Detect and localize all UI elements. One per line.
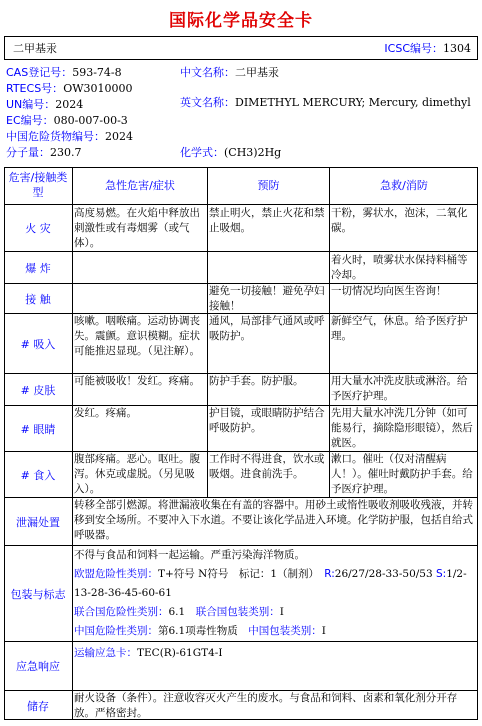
eu-class-label: 欧盟危险性类别：: [74, 568, 158, 580]
icsc-value: 1304: [443, 42, 471, 55]
row-label-ingestion: # 食入: [20, 468, 56, 482]
s-phrase-value: 1/2-13-28-36-45-60-61: [74, 568, 467, 599]
packaging-block: [74, 546, 476, 641]
cn-name-value: 二甲基汞: [235, 66, 279, 79]
cn-pack-label: 中国包装类别：: [248, 625, 322, 637]
formula-value: (CH3)2Hg: [224, 146, 282, 159]
row-label-fire: 火 灾: [25, 222, 51, 235]
un-value: 2024: [55, 98, 84, 111]
rtecs-value: OW3010000: [63, 82, 133, 95]
emergency-card-label: 运输应急卡：: [74, 647, 137, 659]
en-name-line: [180, 96, 471, 109]
col-header-firstaid: 急救/消防: [380, 179, 428, 192]
cn-name-label: 中文名称：: [180, 66, 235, 79]
mw-label: 分子量：: [6, 146, 50, 159]
hline-fire: [4, 251, 478, 252]
row-label-inhale: # 吸入: [20, 337, 56, 351]
fire-prevention: 禁止明火，禁止火花和禁止吸烟。: [209, 207, 325, 234]
skin-firstaid: 用大量水冲洗皮肤或淋浴。给予医疗护理。: [331, 375, 468, 402]
skin-prevention: 防护手套。防护服。: [209, 375, 304, 387]
storage-text: 耐火设备（条件）。注意收容灭火产生的废水。与食品和饲料、卤素和氧化剂分开存放。严格密封。: [74, 692, 458, 719]
eyes-prevention: 护目镜，或眼睛防护结合呼吸防护。: [209, 407, 325, 434]
inhale-prevention: 通风，局部排气通风或呼吸防护。: [209, 315, 325, 342]
cn-class-label: 中国危险性类别：: [74, 625, 158, 637]
ingestion-prevention: 工作时不得进食，饮水或吸烟。进食前洗手。: [209, 453, 325, 480]
identifier-block: [4, 62, 478, 166]
inhale-firstaid: 新鲜空气，休息。给予医疗护理。: [331, 315, 468, 342]
vline-1: [72, 167, 73, 497]
mw-value: 230.7: [50, 146, 82, 159]
packaging-cn-line: [74, 622, 476, 641]
emergency-text: [74, 646, 476, 686]
fire-symptoms: 高度易燃。在火焰中释放出刺激性或有毒烟雾（或气体）。: [74, 207, 200, 249]
fire-firstaid: 干粉，雾状水，泡沫，二氧化碳。: [331, 207, 468, 234]
packaging-eu-line: [74, 565, 476, 603]
eyes-firstaid: 先用大量水冲洗几分钟（如可能易行，摘除隐形眼镜），然后就医。: [331, 407, 473, 449]
explosion-firstaid: 着火时，喷雾状水保持料桶等冷却。: [331, 254, 468, 281]
col-header-prevention: 预防: [257, 179, 280, 192]
un-class-value: 6.1: [168, 606, 186, 618]
icsc-label: ICSC编号：: [384, 42, 443, 55]
cn-name-line: [180, 66, 279, 79]
emergency-card-value: TEC(R)-61GT4-I: [137, 647, 223, 659]
contact-prevention: 避免一切接触！避免孕妇接触！: [209, 285, 325, 312]
contact-symptoms: [74, 284, 206, 313]
eu-class-value: T+符号 N符号 标记：1（制剂）: [158, 568, 314, 580]
vline-3: [329, 167, 330, 497]
row-label-explosion: 爆 炸: [25, 261, 51, 275]
contact-firstaid: 一切情况均向医生咨询！: [331, 285, 447, 297]
vline-bottom: [72, 497, 73, 720]
s-phrase-label: S:: [436, 568, 447, 580]
ingestion-firstaid: 漱口。催吐（仅对清醒病人！）。催吐时戴防护手套。给予医疗护理。: [331, 453, 473, 495]
col-header-symptoms: 急性危害/症状: [105, 179, 175, 192]
formula-line: [180, 146, 281, 159]
col-header-type: 危害/接触类型: [8, 171, 68, 199]
card-title: 国际化学品安全卡: [169, 11, 313, 31]
inhale-symptoms: 咳嗽。咽喉痛。运动协调丧失。震颤。意识模糊。症状可能推迟显现。（见注解）。: [74, 315, 200, 357]
row-label-contact: 接 触: [25, 292, 51, 306]
rtecs-line: [6, 82, 133, 95]
cn-class-value: 第6.1项毒性物质: [158, 625, 238, 637]
skin-symptoms: 可能被吸收！发红。疼痛。: [74, 375, 200, 387]
en-name-value: DIMETHYL MERCURY; Mercury, dimethyl: [235, 96, 471, 109]
row-label-eyes: # 眼睛: [20, 422, 56, 436]
cn-number-value: 2024: [105, 130, 133, 143]
ec-value: 080-007-00-3: [53, 114, 128, 127]
un-label: UN编号：: [6, 98, 56, 111]
cas-line: [6, 66, 122, 79]
r-phrase-label: R:: [324, 568, 335, 580]
r-phrase-value: 26/27/28-33-50/53: [334, 568, 433, 580]
un-line: [6, 98, 83, 111]
vline-2: [207, 167, 208, 497]
row-label-skin: # 皮肤: [20, 383, 56, 397]
row-label-leak: 泄漏处置: [16, 515, 60, 529]
icsc-number: [384, 42, 471, 55]
header-row: [4, 36, 478, 60]
en-name-label: 英文名称：: [180, 96, 235, 109]
rtecs-label: RTECS号：: [6, 82, 64, 95]
ec-line: [6, 114, 128, 127]
row-label-storage: 储存: [27, 699, 49, 713]
cn-number-label: 中国危险货物编号：: [6, 130, 105, 143]
hline-pack: [4, 641, 478, 642]
explosion-prevention: [209, 253, 328, 283]
cas-value: 593-74-8: [72, 66, 122, 79]
chemical-name: 二甲基汞: [13, 42, 57, 55]
un-pack-value: I: [279, 606, 284, 618]
packaging-un-line: [74, 603, 476, 622]
row-label-packaging: 包装与标志: [10, 587, 66, 601]
hline-header: [4, 204, 478, 205]
formula-label: 化学式：: [180, 146, 224, 159]
un-pack-label: 联合国包装类别：: [195, 606, 280, 618]
ingestion-symptoms: 腹部疼痛。恶心。呕吐。腹泻。休克或虚脱。（另见吸入）。: [74, 453, 200, 495]
cas-label: CAS登记号：: [6, 66, 73, 79]
explosion-symptoms: [74, 253, 206, 283]
mw-line: [6, 146, 82, 159]
eyes-symptoms: 发红。疼痛。: [74, 407, 137, 419]
row-label-emergency: 应急响应: [16, 660, 60, 673]
un-class-label: 联合国危险性类别：: [74, 606, 169, 618]
packaging-transport-note: 不得与食品和饲料一起运输。严重污染海洋物质。: [74, 549, 305, 561]
cn-pack-value: I: [321, 625, 326, 637]
cn-number-line: [6, 130, 133, 143]
ec-label: EC编号：: [6, 114, 54, 127]
leak-text: 转移全部引燃源。将泄漏液收集在有盖的容器中。用砂土或惰性吸收剂吸收残液，并转移到安全场所。不要冲入下水道。不要让该化学品进入环境。化学防护服，包括自给式呼吸器。: [74, 499, 473, 541]
